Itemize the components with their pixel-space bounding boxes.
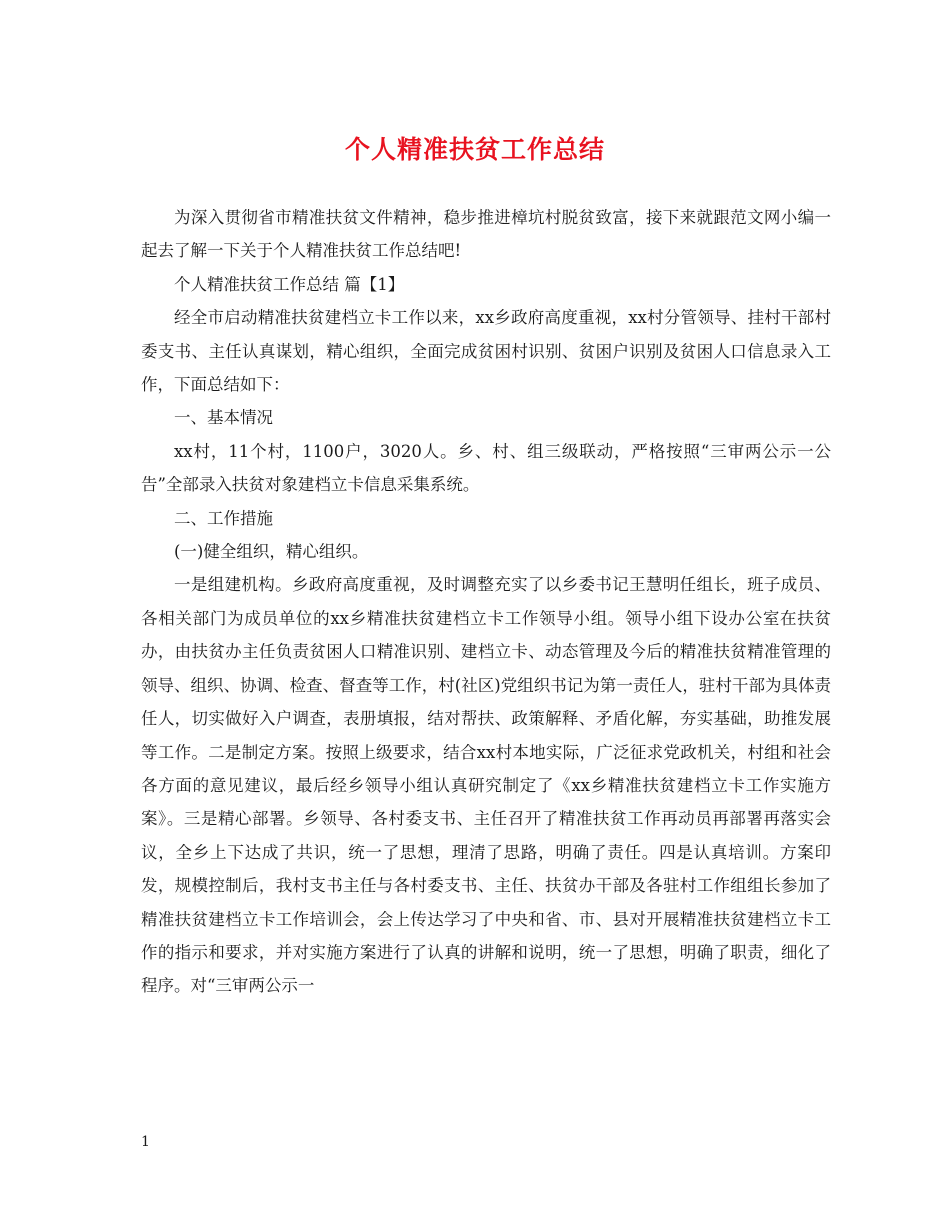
heading-basic-situation: 一、基本情况: [174, 408, 273, 428]
section-heading-part-1: 个人精准扶贫工作总结 篇【1】: [174, 274, 405, 294]
subheading-organization: (一)健全组织，精心组织。: [174, 542, 369, 562]
basic-situation-paragraph: xx村，11个村，1100户，3020人。乡、村、组三级联动，严格按照“三审两公示一公告”全部录入扶贫对象建档立卡信息采集系统。: [141, 441, 831, 495]
page-number: 1: [141, 1134, 150, 1150]
intro-paragraph: 为深入贯彻省市精准扶贫文件精神，稳步推进樟坑村脱贫致富，接下来就跟范文网小编一起去了解一下关于个人精准扶贫工作总结吧!: [141, 208, 831, 261]
document-title: 个人精准扶贫工作总结: [344, 135, 605, 164]
heading-work-measures: 二、工作措施: [174, 508, 273, 528]
overview-paragraph: 经全市启动精准扶贫建档立卡工作以来，xx乡政府高度重视，xx村分管领导、挂村干部村委支书、主任认真谋划，精心组织，全面完成贫困村识别、贫困户识别及贫困人口信息录入工作，下面总结如下：: [141, 308, 831, 395]
organization-paragraph: 一是组建机构。乡政府高度重视，及时调整充实了以乡委书记王慧明任组长，班子成员、各相关部门为成员单位的xx乡精准扶贫建档立卡工作领导小组。领导小组下设办公室在扶贫办，由扶贫办主任负责贫困人口精准识别、建档立卡、动态管理及今后的精准扶贫精准管理的领导、组织、协调、检查、督查等工作，村(社区)党组织书记为第一责任人，驻村干部为具体责任人，切实做好入户调查，表册填报，结对帮扶、政策解释、矛盾化解，夯实基础，助推发展等工作。二是制定方案。按照上级要求，结合xx村本地实际，广泛征求党政机关，村组和社会各方面的意见建议，最后经乡领导小组认真研究制定了《xx乡精准扶贫建档立卡工作实施方案》。三是精心部署。乡领导、各村委支书、主任召开了精准扶贫工作再动员再部署再落实会议，全乡上下达成了共识，统一了思想，理清了思路，明确了责任。四是认真培训。方案印发，规模控制后，我村支书主任与各村委支书、主任、扶贫办干部及各驻村工作组组长参加了精准扶贫建档立卡工作培训会，会上传达学习了中央和省、市、县对开展精准扶贫建档立卡工作的指示和要求，并对实施方案进行了认真的讲解和说明，统一了思想，明确了职责，细化了程序。对“三审两公示一: [141, 575, 831, 996]
document-body: [141, 201, 831, 1003]
